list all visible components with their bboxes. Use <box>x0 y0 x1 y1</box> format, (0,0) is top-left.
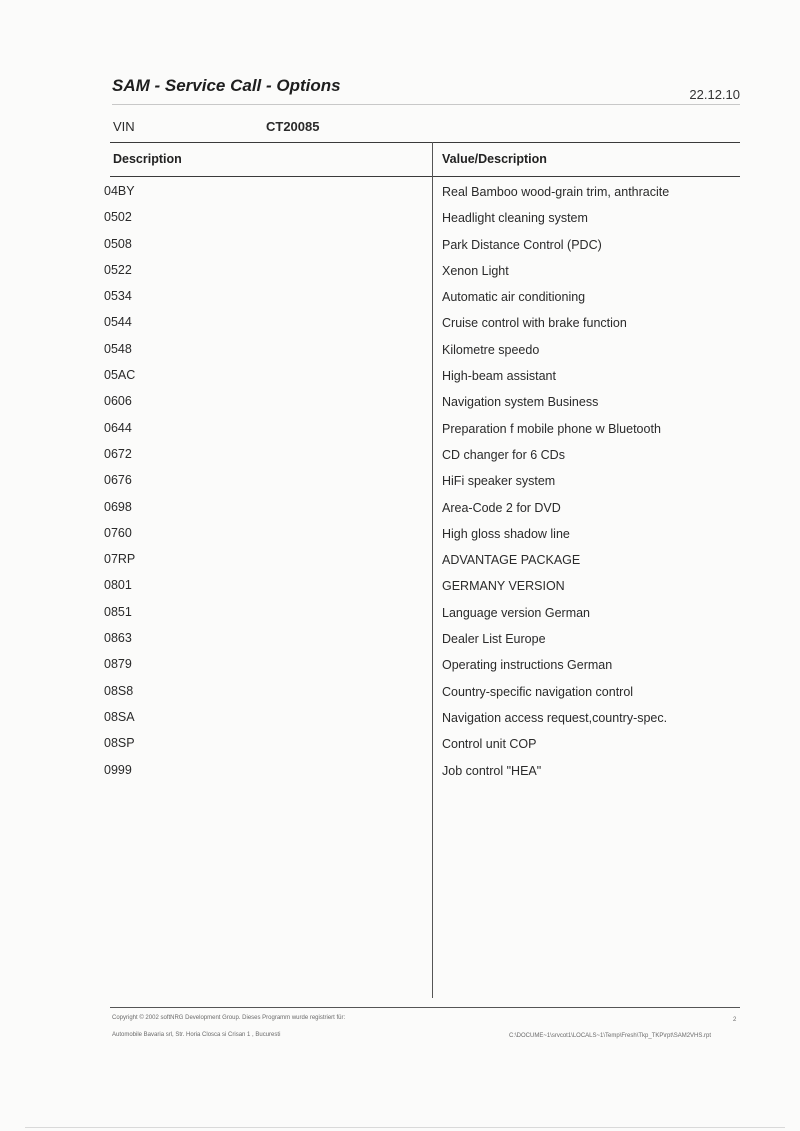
table-row <box>0 342 800 368</box>
option-description: Headlight cleaning system <box>442 211 588 226</box>
column-header-description: Description <box>113 152 182 166</box>
table-row <box>0 736 800 762</box>
table-row <box>0 763 800 789</box>
report-file-path: C:\DOCUME~1\srvcot1\LOCALS~1\Temp\Fresh\Tkp_TKP\rpt\SAM2VHS.rpt <box>509 1033 712 1039</box>
option-code: 0801 <box>104 578 132 593</box>
option-code: 08SA <box>104 709 135 724</box>
option-code: 05AC <box>104 368 136 383</box>
option-description: ADVANTAGE PACKAGE <box>442 553 581 568</box>
table-row <box>0 184 800 210</box>
option-code: 0851 <box>104 604 132 619</box>
option-code: 0879 <box>104 657 132 672</box>
table-row <box>0 552 800 578</box>
option-description: GERMANY VERSION <box>442 579 565 594</box>
title-divider <box>112 104 740 105</box>
table-row <box>0 710 800 736</box>
option-description: Navigation system Business <box>442 395 599 410</box>
option-code: 0502 <box>104 210 132 225</box>
option-description: High gloss shadow line <box>442 526 570 541</box>
option-description: Operating instructions German <box>442 658 613 673</box>
scan-edge-line <box>25 1127 785 1128</box>
page-title: SAM - Service Call - Options <box>112 76 341 95</box>
option-description: High-beam assistant <box>442 369 556 384</box>
vin-value: CT20085 <box>266 119 320 134</box>
table-row <box>0 210 800 236</box>
option-description: Job control "HEA" <box>442 763 542 778</box>
table-row <box>0 657 800 683</box>
table-top-rule <box>110 142 740 143</box>
print-date: 22.12.10 <box>689 87 740 102</box>
table-row <box>0 684 800 710</box>
option-description: HiFi speaker system <box>442 474 556 489</box>
option-description: Preparation f mobile phone w Bluetooth <box>442 421 661 436</box>
option-code: 0606 <box>104 394 132 409</box>
table-row <box>0 605 800 631</box>
footer-address: Automobile Bavaria srl, Str. Horia Closca si Crisan 1 , Bucuresti <box>112 1032 281 1038</box>
table-row <box>0 237 800 263</box>
footer-divider <box>110 1007 740 1008</box>
page-number: 2 <box>733 1017 737 1023</box>
table-row <box>0 631 800 657</box>
table-row <box>0 263 800 289</box>
footer-copyright: Copyright © 2002 softNRG Development Group. Dieses Programm wurde registriert für: <box>112 1015 346 1021</box>
option-description: Language version German <box>442 605 591 620</box>
option-description: Kilometre speedo <box>442 342 540 357</box>
option-code: 08S8 <box>104 683 134 698</box>
option-description: Control unit COP <box>442 737 537 752</box>
option-description: Area-Code 2 for DVD <box>442 500 561 515</box>
option-description: Park Distance Control (PDC) <box>442 237 602 252</box>
table-row <box>0 578 800 604</box>
table-row <box>0 368 800 394</box>
option-code: 0544 <box>104 315 132 330</box>
option-code: 0760 <box>104 525 132 540</box>
option-code: 0534 <box>104 289 132 304</box>
column-header-value-description: Value/Description <box>442 152 547 166</box>
option-description: Dealer List Europe <box>442 632 546 647</box>
option-description: CD changer for 6 CDs <box>442 447 565 462</box>
table-row <box>0 473 800 499</box>
option-code: 0676 <box>104 473 132 488</box>
option-code: 04BY <box>104 184 135 198</box>
option-code: 0548 <box>104 341 132 356</box>
option-description: Automatic air conditioning <box>442 290 586 305</box>
table-row <box>0 315 800 341</box>
option-description: Real Bamboo wood-grain trim, anthracite <box>442 185 670 199</box>
vin-label: VIN <box>113 119 135 134</box>
option-code: 0863 <box>104 631 132 646</box>
table-header-rule <box>110 176 740 177</box>
option-code: 07RP <box>104 552 136 567</box>
table-row <box>0 447 800 473</box>
option-description: Country-specific navigation control <box>442 684 634 699</box>
option-code: 0522 <box>104 262 132 277</box>
option-code: 0999 <box>104 762 132 777</box>
table-row <box>0 394 800 420</box>
option-code: 0508 <box>104 236 132 251</box>
table-row <box>0 289 800 315</box>
option-description: Navigation access request,country-spec. <box>442 710 668 725</box>
option-code: 0698 <box>104 499 132 514</box>
options-table-body <box>0 184 800 789</box>
table-row <box>0 526 800 552</box>
option-code: 0644 <box>104 420 132 435</box>
table-row <box>0 421 800 447</box>
option-description: Xenon Light <box>442 263 509 278</box>
option-description: Cruise control with brake function <box>442 316 627 331</box>
option-code: 08SP <box>104 736 135 751</box>
table-row <box>0 500 800 526</box>
option-code: 0672 <box>104 446 132 461</box>
